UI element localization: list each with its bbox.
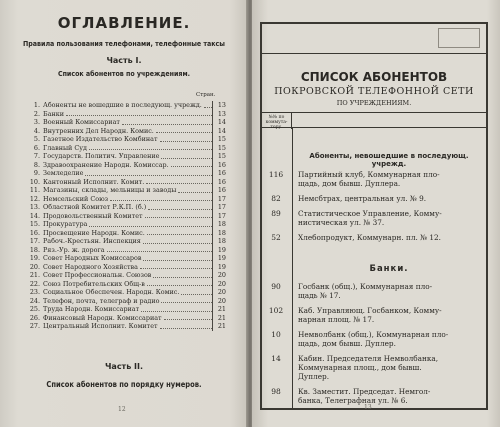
toc-entry-number: 16. [29,228,40,237]
right-page [252,0,500,427]
toc-entry-text: Совет Народных Комиссаров [43,254,142,262]
column-rule [212,322,213,331]
toc-entry-text: Центральный Исполнит. Комитет [43,322,158,330]
left-page-number: 12 [118,406,126,413]
column-rule [212,280,213,289]
subscriber-line: нарная площ. № 17. [298,315,375,324]
leader-dots [110,195,212,202]
toc-entry-number: 24. [29,296,40,305]
toc-entry-number: 3. [33,118,40,126]
toc-entry-number: 27. [29,322,40,330]
toc-entry-text: Немсельский Союз [43,194,109,203]
column-rule [212,263,213,272]
table-header [262,112,486,128]
toc-entry-number: 26. [29,313,40,322]
leader-dots [178,186,212,193]
toc-entry-text: Газетное Издательство Комбинат [43,135,158,143]
subscriber-text [298,233,482,242]
toc-entry-number: 17. [29,237,40,245]
subscriber-line: нистическая ул. № 37. [298,218,385,227]
column-rule [212,229,213,238]
leader-dots [143,237,212,244]
toc-entry-page: 13 [217,109,226,118]
leader-dots [204,101,212,108]
toc-entry [26,322,226,331]
subscriber-line: Коммунарная площ., дом бывш. [298,363,422,372]
toc-entry-number: 6. [33,143,40,152]
toc-entry-number: 14. [29,211,40,220]
subscriber-text [298,354,482,381]
toc-entry [26,229,226,238]
subscriber-text [298,209,482,227]
subscriber-line: Партийный клуб, Коммунарная пло- [298,170,440,179]
toc-entry-number: 12. [29,194,40,203]
toc-entry-page: 15 [217,135,226,143]
subscriber-line: Госбанк (общ.), Коммунарная пло- [298,282,433,291]
column-rule [212,118,213,127]
column-rule [212,110,213,119]
toc-entry-number: 1. [33,101,40,109]
toc-entry-text: Финансовый Народн. Комиссариат [43,313,162,322]
toc-entry-text: Банки [43,109,65,118]
leader-dots [148,203,212,210]
subscriber-line: Каб. Управляющ. Госбанком, Комму- [298,306,442,315]
toc-entry-page: 20 [217,271,226,279]
toc-entry-text: Ряз.-Ур. ж. дорога [43,245,105,254]
subscriber-line: банка, Телеграфная ул. № 6. [298,396,408,405]
toc-entry-page: 18 [217,228,226,237]
leader-dots [161,152,212,159]
switchboard-number: 116 [268,170,284,179]
switchboard-number: 10 [271,330,281,339]
column-rule [212,152,213,161]
toc-entry-number: 21. [29,271,40,279]
toc-entry-page: 19 [217,245,226,254]
part-one-heading: Часть I. [106,56,142,65]
toc-entry [26,127,226,136]
list-by-number-heading: Список абонентов по порядку нумеров. [46,380,202,389]
toc-entry-page: 20 [217,296,226,305]
toc-entry-page: 16 [217,160,226,169]
subscriber-line: щадь № 17. [298,291,341,300]
switchboard-number: 52 [271,233,281,242]
toc-entry-text: Социальное Обеспечен. Народн. Комис. [43,288,180,296]
switchboard-number: 14 [271,354,281,363]
toc-entry-page: 21 [217,305,226,313]
column-rule [212,246,213,255]
toc-entry-text: Прокуратура [43,220,88,228]
toc-entry-page: 20 [217,279,226,288]
column-rule [212,271,213,280]
toc-entry [26,220,226,229]
subscriber-line: щадь, дом бывш. Дуплер. [298,339,396,348]
toc-entry-page: 17 [217,211,226,220]
toc-entry-page: 16 [217,169,226,177]
subscriber-line: Статистическое Управление, Комму- [298,209,442,218]
column-rule [212,161,213,170]
toc-entry-number: 13. [29,203,40,211]
toc-entry-text: Магазины, склады, мельницы и заводы [43,186,177,194]
toc-entry [26,314,226,323]
section-heading-misc: Абоненты, невошедшие в последующ. учрежд. [309,152,469,168]
leader-dots [66,110,212,117]
frame-rule [262,53,486,54]
toc-entry-page: 19 [217,254,226,262]
leader-dots [145,212,212,219]
left-page [0,0,248,427]
toc-entry-text: Военный Комиссариат [43,118,120,126]
toc-entry [26,280,226,289]
column-rule [212,127,213,136]
switchboard-number: 89 [271,209,281,218]
toc-entry-text: Телефон, почта, телеграф и радио [43,296,160,305]
subscriber-text [298,306,482,324]
toc-entry [26,212,226,221]
toc-entry [26,186,226,195]
column-rule [212,135,213,144]
right-page-number: 13 [364,404,372,411]
right-title: СПИСОК АБОНЕНТОВ [300,70,448,84]
toc-entry-number: 11. [29,186,40,194]
leader-dots [161,297,212,304]
number-column-header: №№ по коммута-тору. [262,113,292,129]
column-rule [212,305,213,314]
toc-entry [26,135,226,144]
toc-entry-text: Рабоч.-Крестьян. Инспекция [43,237,141,245]
column-rule [212,297,213,306]
toc-entry-page: 15 [217,152,226,160]
toc-entry [26,246,226,255]
toc-entry [26,297,226,306]
leader-dots [164,314,212,321]
toc-entry [26,237,226,246]
subscriber-text [298,170,482,188]
toc-entry-page: 18 [217,237,226,245]
column-rule [212,178,213,187]
subscriber-text [298,194,482,203]
part-two-heading: Часть II. [104,362,144,371]
subscriber-line: Кв. Заместит. Председат. Немгол- [298,387,431,396]
right-subtitle: ПОКРОВСКОЙ ТЕЛЕФОННОЙ СЕТИ [274,86,474,97]
toc-entry [26,195,226,204]
leader-dots [107,246,212,253]
subscriber-text [298,282,482,300]
leader-dots [171,161,212,168]
switchboard-number: 102 [268,306,284,315]
toc-entry [26,152,226,161]
toc-entry-text: Просвещение Народн. Комис. [43,228,145,237]
toc-entry-page: 17 [217,203,226,211]
leader-dots [143,254,212,261]
toc-entry [26,161,226,170]
toc-entry-page: 21 [217,322,226,330]
column-rule [212,101,213,110]
switchboard-number: 98 [271,387,281,396]
switchboard-number: 82 [271,194,281,203]
subscriber-line: Немсбтрах, центральная ул. № 9. [298,194,427,203]
toc-entry-page: 17 [217,194,226,203]
leader-dots [147,280,212,287]
toc-entry [26,178,226,187]
subscriber-text [298,387,482,405]
column-rule [212,237,213,246]
toc-entry-number: 22. [29,279,40,288]
toc-entry-number: 23. [29,288,40,296]
column-rule [212,314,213,323]
leader-dots [156,127,212,134]
toc-entry-text: Государств. Политич. Управление [43,152,160,160]
leader-dots [122,118,212,125]
toc-list [26,101,226,331]
toc-entry-text: Внутренних Дел Народн. Комис. [43,126,154,135]
toc-entry-number: 18. [29,245,40,254]
toc-entry [26,118,226,127]
toc-entry-number: 19. [29,254,40,262]
switchboard-number: 90 [271,282,281,291]
column-rule [212,144,213,153]
toc-entry-text: Труда Народн. Комиссариат [43,305,140,313]
toc-entry [26,263,226,272]
toc-entry-text: Областной Комитет Р.К.П. (б.) [43,203,147,211]
column-rule [212,186,213,195]
toc-entry-page: 18 [217,220,226,228]
subscriber-line: Хлебопродукт, Коммунарн. пл. № 12. [298,233,441,242]
page-column-label: Стран. [196,92,216,98]
toc-entry-number: 25. [29,305,40,313]
toc-entry [26,203,226,212]
toc-entry-number: 4. [33,126,40,135]
toc-entry-page: 16 [217,186,226,194]
subscriber-line: Дуплер. [298,372,330,381]
toc-entry [26,271,226,280]
section-heading-banks: Банки. [369,264,409,274]
leader-dots [153,271,212,278]
toc-entry [26,254,226,263]
toc-entry-text: Кантонный Исполнит. Комит. [43,177,145,186]
leader-dots [141,305,212,312]
toc-entry-page: 13 [217,101,226,109]
subscriber-line: щадь, дом бывш. Дуплера. [298,179,401,188]
toc-entry-number: 15. [29,220,40,228]
leader-dots [89,220,212,227]
toc-entry-page: 16 [217,177,226,186]
toc-entry-text: Главный Суд [43,143,87,152]
toc-entry-number: 8. [33,160,40,169]
toc-entry-number: 20. [29,262,40,271]
toc-entry-page: 14 [217,126,226,135]
leader-dots [146,178,212,185]
leader-dots [160,135,213,142]
rules-heading: Правила пользования телефонами, телефонные таксы [23,40,225,48]
toc-entry-page: 15 [217,143,226,152]
leader-dots [181,288,212,295]
toc-entry-page: 21 [217,313,226,322]
toc-entry-text: Продовольственный Комитет [43,211,143,220]
toc-entry-page: 20 [217,288,226,296]
column-rule [212,288,213,297]
toc-entry-text: Земледелие [43,169,84,177]
page-frame [260,22,488,410]
column-rule [212,195,213,204]
leader-dots [140,263,212,270]
leader-dots [147,229,212,236]
column-rule [212,169,213,178]
toc-entry [26,144,226,153]
toc-entry [26,288,226,297]
toc-entry [26,110,226,119]
right-subtitle-2: ПО УЧРЕЖДЕНИЯМ. [336,99,412,107]
list-by-institution-heading: Список абонентов по учреждениям. [57,70,191,78]
toc-entry-number: 7. [33,152,40,160]
toc-entry-text: Здравоохранение Народн. Комиссар. [43,160,169,169]
column-rule [212,203,213,212]
toc-entry-text: Совет Профессиональн. Союзов [43,271,152,279]
subscriber-text [298,330,482,348]
subscriber-line: Кабин. Председателя Немволбанка, [298,354,439,363]
toc-entry-text: Абоненты не вошедшие в последующ. учрежд. [43,101,202,109]
toc-entry-page: 19 [217,262,226,271]
toc-entry-number: 5. [33,135,40,143]
toc-entry [26,305,226,314]
subscriber-line: Немволбанк (общ.), Коммунарная пло- [298,330,449,339]
toc-entry-page: 14 [217,118,226,126]
toc-entry-text: Совет Народного Хозяйства [43,262,138,271]
toc-entry [26,169,226,178]
leader-dots [89,144,212,151]
column-rule [212,212,213,221]
toc-entry-number: 10. [29,177,40,186]
leader-dots [160,322,212,329]
leader-dots [85,169,212,176]
toc-entry-number: 9. [33,169,40,177]
toc-title: ОГЛАВЛЕНИЕ. [57,14,191,32]
toc-entry-number: 2. [33,109,40,118]
toc-entry-text: Союз Потребительских Общ-в [43,279,145,288]
stamp-box [438,28,480,48]
column-rule [212,220,213,229]
toc-entry [26,101,226,110]
column-rule [212,254,213,263]
